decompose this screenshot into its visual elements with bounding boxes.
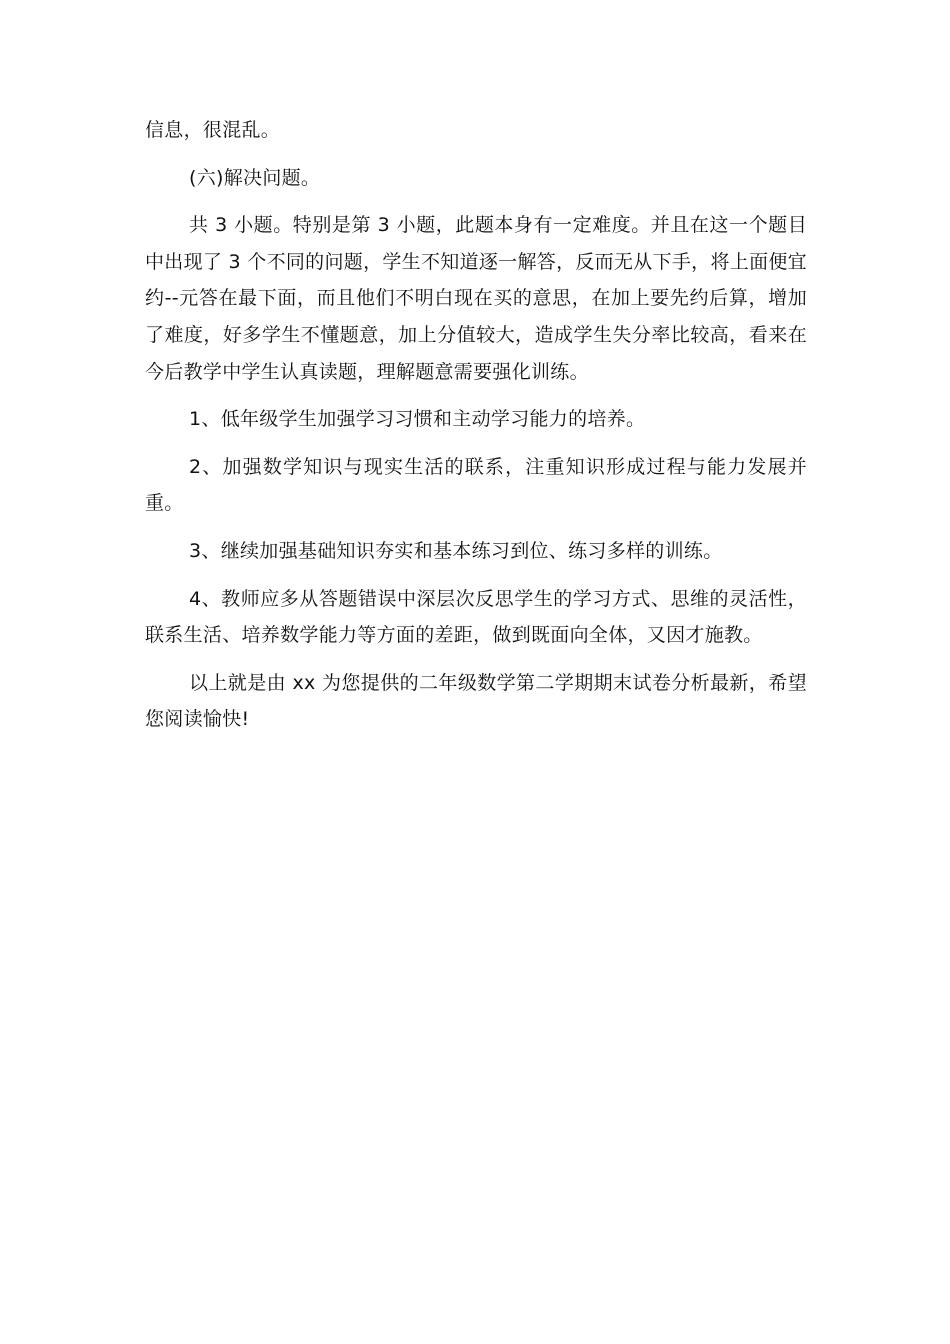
document-body xyxy=(145,112,807,749)
list-item-2: 2、加强数学知识与现实生活的联系，注重知识形成过程与能力发展并重。 xyxy=(145,455,807,515)
list-item-1: 1、低年级学生加强学习习惯和主动学习能力的培养。 xyxy=(189,408,646,431)
paragraph-problem-analysis: 共 3 小题。特别是第 3 小题，此题本身有一定难度。并且在这一个题目中出现了 3 个不同的问题，学生不知道逐一解答，反而无从下手，将上面便宜约--元答在最下面，而且他们不明白现在买的意思，在加上要先约后算，增加了难度，好多学生不懂题意，加上分值较大，造成学生失分率比较高，看来在今后教学中学生认真读题，理解题意需要强化训练。 xyxy=(145,214,807,383)
paragraph-continuation: 信息，很混乱。 xyxy=(145,119,281,141)
list-item-4: 4、教师应多从答题错误中深层次反思学生的学习方式、思维的灵活性，联系生活、培养数学能力等方面的差距，做到既面向全体，又因才施教。 xyxy=(145,587,807,647)
section-heading-solve-problems: (六)解决问题。 xyxy=(189,166,321,189)
list-item-3: 3、继续加强基础知识夯实和基本练习到位、练习多样的训练。 xyxy=(189,539,723,562)
closing-paragraph: 以上就是由 xx 为您提供的二年级数学第二学期期末试卷分析最新，希望您阅读愉快! xyxy=(145,671,807,731)
